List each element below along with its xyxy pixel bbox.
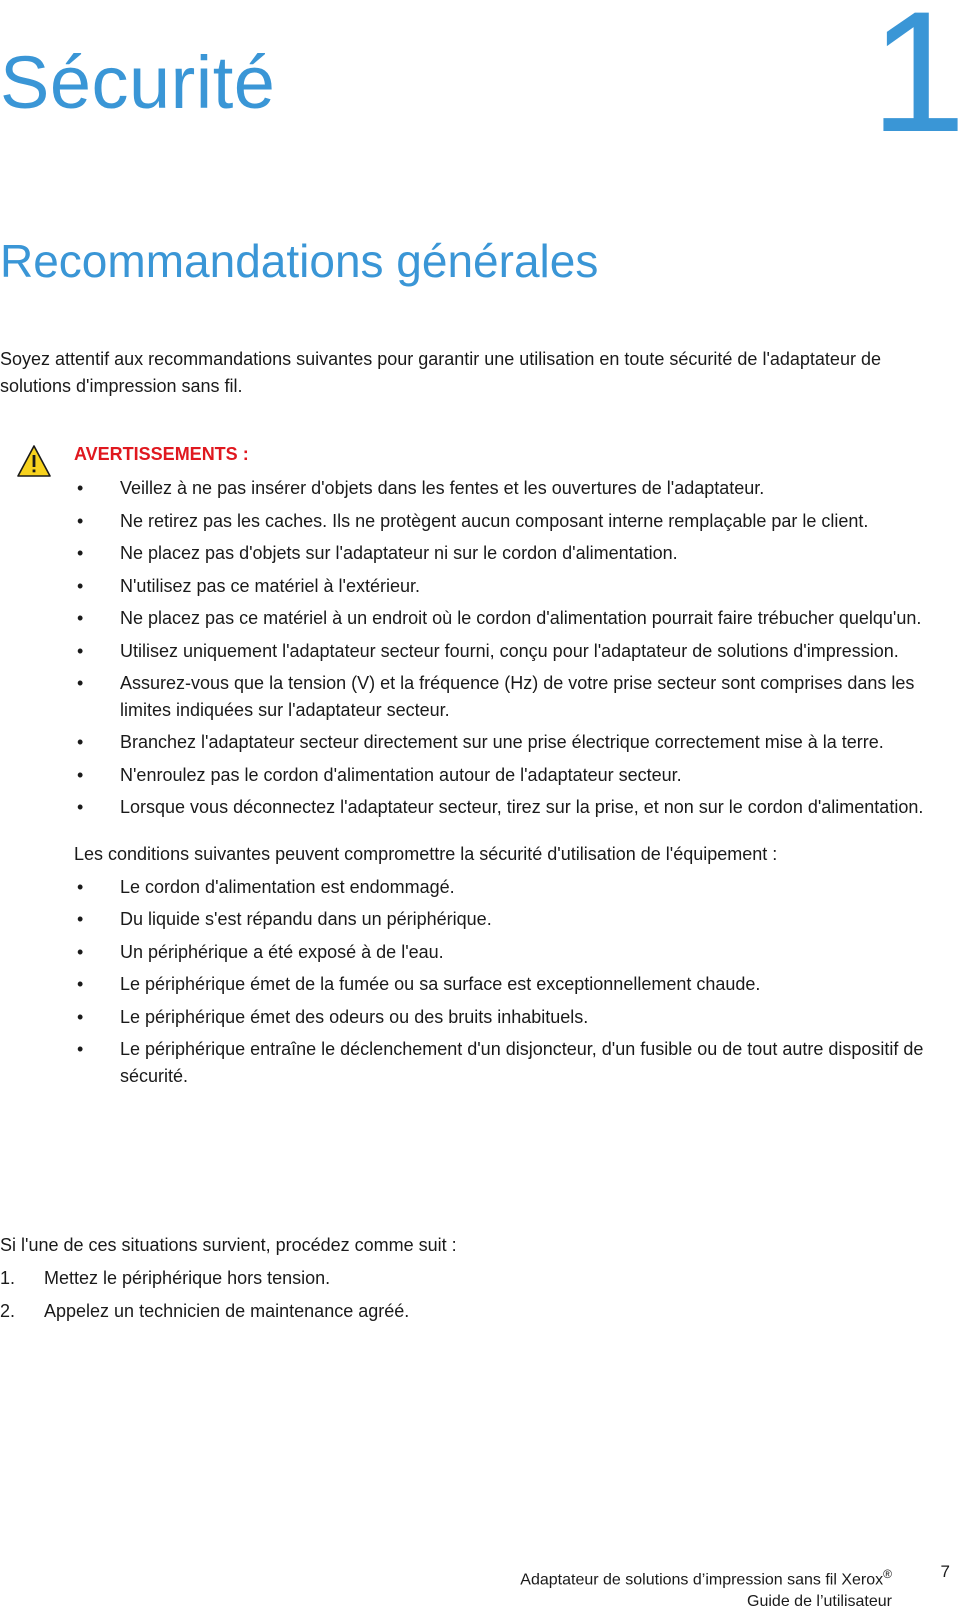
list-item xyxy=(74,508,946,535)
bullet-icon: • xyxy=(77,797,84,818)
list-item-text: Le cordon d'alimentation est endommagé. xyxy=(120,876,455,897)
list-item-text: Ne retirez pas les caches. Ils ne protègent aucun composant interne remplaçable par le client. xyxy=(120,510,869,531)
list-item-text: Assurez-vous que la tension (V) et la fréquence (Hz) de votre prise secteur sont comprises dans les limites indiquées sur l'adaptateur secteur. xyxy=(120,673,915,720)
chapter-title: Sécurité xyxy=(0,41,276,124)
page-number: 7 xyxy=(940,1562,950,1581)
footer-product-name: Adaptateur de solutions d’impression sans fil Xerox xyxy=(520,1571,884,1589)
outro-text: Si l'une de ces situations survient, procédez comme suit : xyxy=(0,1235,457,1255)
bullet-icon: • xyxy=(77,673,84,694)
list-item-text: Utilisez uniquement l'adaptateur secteur fourni, conçu pour l'adaptateur de solutions d'impression. xyxy=(120,640,899,661)
list-item xyxy=(74,1004,946,1031)
list-item xyxy=(74,971,946,998)
warning-list xyxy=(74,475,946,821)
bullet-icon: • xyxy=(77,764,84,785)
list-item-text: Le périphérique entraîne le déclenchement d'un disjoncteur, d'un fusible ou de tout autre dispositif de sécurité. xyxy=(120,1039,924,1086)
bullet-icon: • xyxy=(77,575,84,596)
list-item-text: Veillez à ne pas insérer d'objets dans les fentes et les ouvertures de l'adaptateur. xyxy=(120,478,765,499)
step-item xyxy=(0,1265,940,1292)
list-item xyxy=(74,762,946,789)
warning-block xyxy=(74,443,946,1095)
list-item-text: Ne placez pas d'objets sur l'adaptateur ni sur le cordon d'alimentation. xyxy=(120,543,678,564)
bullet-icon: • xyxy=(77,876,84,897)
trademark-symbol: ® xyxy=(883,1567,892,1581)
list-item-text: Branchez l'adaptateur secteur directement sur une prise électrique correctement mise à la terre. xyxy=(120,732,884,753)
list-item xyxy=(74,573,946,600)
list-item xyxy=(74,605,946,632)
bullet-icon: • xyxy=(77,909,84,930)
list-item xyxy=(74,540,946,567)
bullet-icon: • xyxy=(77,1006,84,1027)
step-item xyxy=(0,1298,940,1325)
step-text: Mettez le périphérique hors tension. xyxy=(44,1268,331,1288)
bullet-icon: • xyxy=(77,608,84,629)
bullet-icon: • xyxy=(77,543,84,564)
list-item xyxy=(74,670,946,723)
list-item xyxy=(74,729,946,756)
list-item-text: Du liquide s'est répandu dans un périphérique. xyxy=(120,909,492,930)
bullet-icon: • xyxy=(77,1039,84,1060)
section-title: Recommandations générales xyxy=(0,235,599,287)
list-item xyxy=(74,939,946,966)
list-item-text: Lorsque vous déconnectez l'adaptateur secteur, tirez sur la prise, et non sur le cordon d'alimentation. xyxy=(120,797,924,818)
bullet-icon: • xyxy=(77,510,84,531)
bullet-icon: • xyxy=(77,941,84,962)
list-item xyxy=(74,638,946,665)
footer-product-line xyxy=(520,1566,892,1591)
list-item-text: N'enroulez pas le cordon d'alimentation autour de l'adaptateur secteur. xyxy=(120,764,682,785)
bullet-icon: • xyxy=(77,478,84,499)
bullet-icon: • xyxy=(77,732,84,753)
bullet-icon: • xyxy=(77,974,84,995)
step-text: Appelez un technicien de maintenance agréé. xyxy=(44,1300,410,1321)
intro-paragraph: Soyez attentif aux recommandations suivantes pour garantir une utilisation en toute sécurité de l'adaptateur de solutions d'impression sans fil. xyxy=(0,349,881,396)
chapter-number: 1 xyxy=(870,0,966,168)
list-item xyxy=(74,1036,946,1089)
list-item xyxy=(74,906,946,933)
conditions-list xyxy=(74,874,946,1090)
list-item-text: N'utilisez pas ce matériel à l'extérieur. xyxy=(120,575,420,596)
warning-triangle-icon xyxy=(16,444,52,478)
list-item-text: Le périphérique émet de la fumée ou sa surface est exceptionnellement chaude. xyxy=(120,974,761,995)
list-item xyxy=(74,475,946,502)
bullet-icon: • xyxy=(77,640,84,661)
page-footer xyxy=(520,1566,892,1613)
warning-label: AVERTISSEMENTS : xyxy=(74,444,249,464)
step-number: 1. xyxy=(0,1268,16,1288)
list-item-text: Le périphérique émet des odeurs ou des bruits inhabituels. xyxy=(120,1006,589,1027)
list-item xyxy=(74,794,946,821)
conditions-intro: Les conditions suivantes peuvent compromettre la sécurité d'utilisation de l'équipement : xyxy=(74,843,778,864)
list-item-text: Un périphérique a été exposé à de l'eau. xyxy=(120,941,444,962)
footer-guide-title: Guide de l’utilisateur xyxy=(747,1592,892,1610)
step-number: 2. xyxy=(0,1300,16,1321)
outro-block xyxy=(0,1232,940,1330)
steps-list xyxy=(0,1265,940,1324)
list-item-text: Ne placez pas ce matériel à un endroit où le cordon d'alimentation pourrait faire trébucher quelqu'un. xyxy=(120,608,922,629)
list-item xyxy=(74,874,946,901)
